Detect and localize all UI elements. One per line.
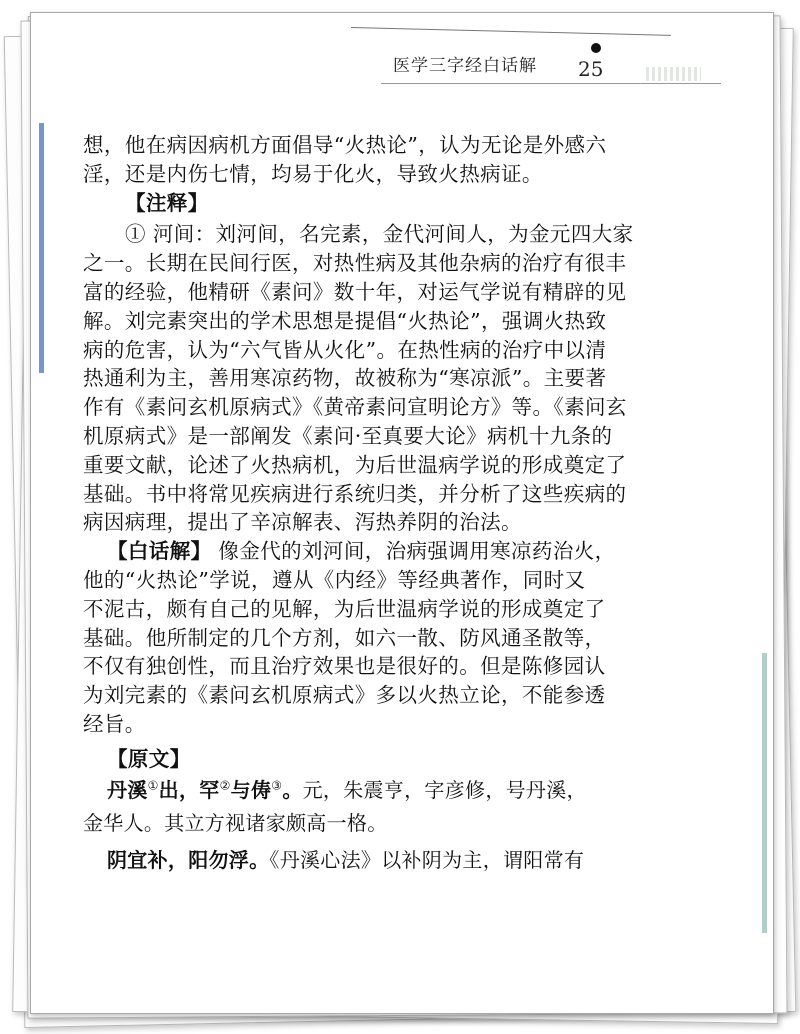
yuanwen-heading: 【原文】 — [107, 746, 191, 771]
yuanwen-bold-4: 。 — [282, 777, 303, 802]
page-edge-accent-right — [762, 653, 767, 933]
text-line: 机原病式》是一部阐发《素问·至真要大论》病机十九条的 — [83, 423, 613, 448]
book-page — [30, 12, 774, 1014]
text-line: 想，他在病因病机方面倡导“火热论”，认为无论是外感六 — [83, 133, 607, 157]
baihua-heading: 【白话解】 — [107, 539, 212, 564]
text-line: 重要文献，论述了火热病机，为后世温病学说的形成奠定了 — [83, 452, 627, 477]
page-number: 25 — [578, 57, 604, 81]
baihua-first-text: 像金代的刘河间，治病强调用寒凉药治火， — [218, 539, 616, 564]
running-header-title: 医学三字经白话解 — [393, 56, 537, 76]
text-line: 病的危害，认为“六气皆从火化”。在热性病的治疗中以清 — [83, 337, 607, 362]
text-line: 淫，还是内伤七情，均易于化火，导致火热病证。 — [83, 161, 543, 186]
page-body — [83, 131, 663, 877]
text-line: 经旨。 — [83, 711, 146, 736]
text-line: 热通利为主，善用寒凉药物，故被称为“寒凉派”。主要著 — [83, 366, 607, 391]
text-line: 基础。他所制定的几个方剂，如六一散、防风通圣散等， — [83, 625, 606, 650]
yuanwen-bold-3: 与俦 — [230, 777, 272, 802]
text-line: 病因病理，提出了辛凉解表、泻热养阴的治法。 — [83, 510, 522, 535]
yuanwen-text-2: 《丹溪心法》以补阴为主，谓阳常有 — [269, 847, 585, 872]
yuanwen-bold-5: 阴宜补，阳勿浮。 — [107, 847, 270, 872]
yuanwen-line — [83, 774, 663, 807]
footnote-mark: ① — [147, 777, 159, 792]
header-underline — [381, 83, 721, 84]
header-ornament — [646, 67, 701, 81]
yuanwen-bold-1: 丹溪 — [107, 777, 148, 802]
text-line: 解。刘完素突出的学术思想是提倡“火热论”，强调火热致 — [83, 308, 607, 333]
text-line: 之一。长期在民间行医，对热性病及其他杂病的治疗有很丰 — [83, 251, 627, 276]
text-line: 不泥古，颇有自己的见解，为后世温病学说的形成奠定了 — [83, 596, 606, 621]
text-line: 作有《素问玄机原病式》《黄帝素问宣明论方》等。《素问玄 — [83, 395, 627, 420]
yuanwen-text: 元，朱震亨，字彦修，号丹溪， — [302, 777, 587, 802]
text-line: 他的“火热论”学说，遵从《内经》等经典著作，同时又 — [83, 567, 586, 592]
text-line: 为刘完素的《素问玄机原病式》多以火热立论，不能参透 — [83, 683, 606, 708]
yuanwen-line-2: 金华人。其立方视诸家颇高一格。 — [83, 810, 388, 835]
footnote-mark: ② — [219, 777, 231, 792]
text-line: ① 河间：刘河间，名完素，金代河间人，为金元四大家 — [125, 222, 634, 247]
header-dot-ornament — [591, 43, 601, 53]
annotation-heading: 【注释】 — [125, 190, 209, 215]
yuanwen-bold-2: 出，罕 — [158, 777, 220, 802]
header-rule — [351, 27, 671, 36]
text-line: 不仅有独创性，而且治疗效果也是很好的。但是陈修园认 — [83, 654, 606, 679]
text-line: 基础。书中将常见疾病进行系统归类，并分析了这些疾病的 — [83, 481, 627, 506]
text-line: 富的经验，他精研《素问》数十年，对运气学说有精辟的见 — [83, 279, 627, 304]
baihua-line — [83, 537, 663, 566]
yuanwen-line-3 — [83, 844, 663, 877]
page-edge-accent — [39, 123, 44, 373]
footnote-mark: ③ — [271, 777, 283, 792]
